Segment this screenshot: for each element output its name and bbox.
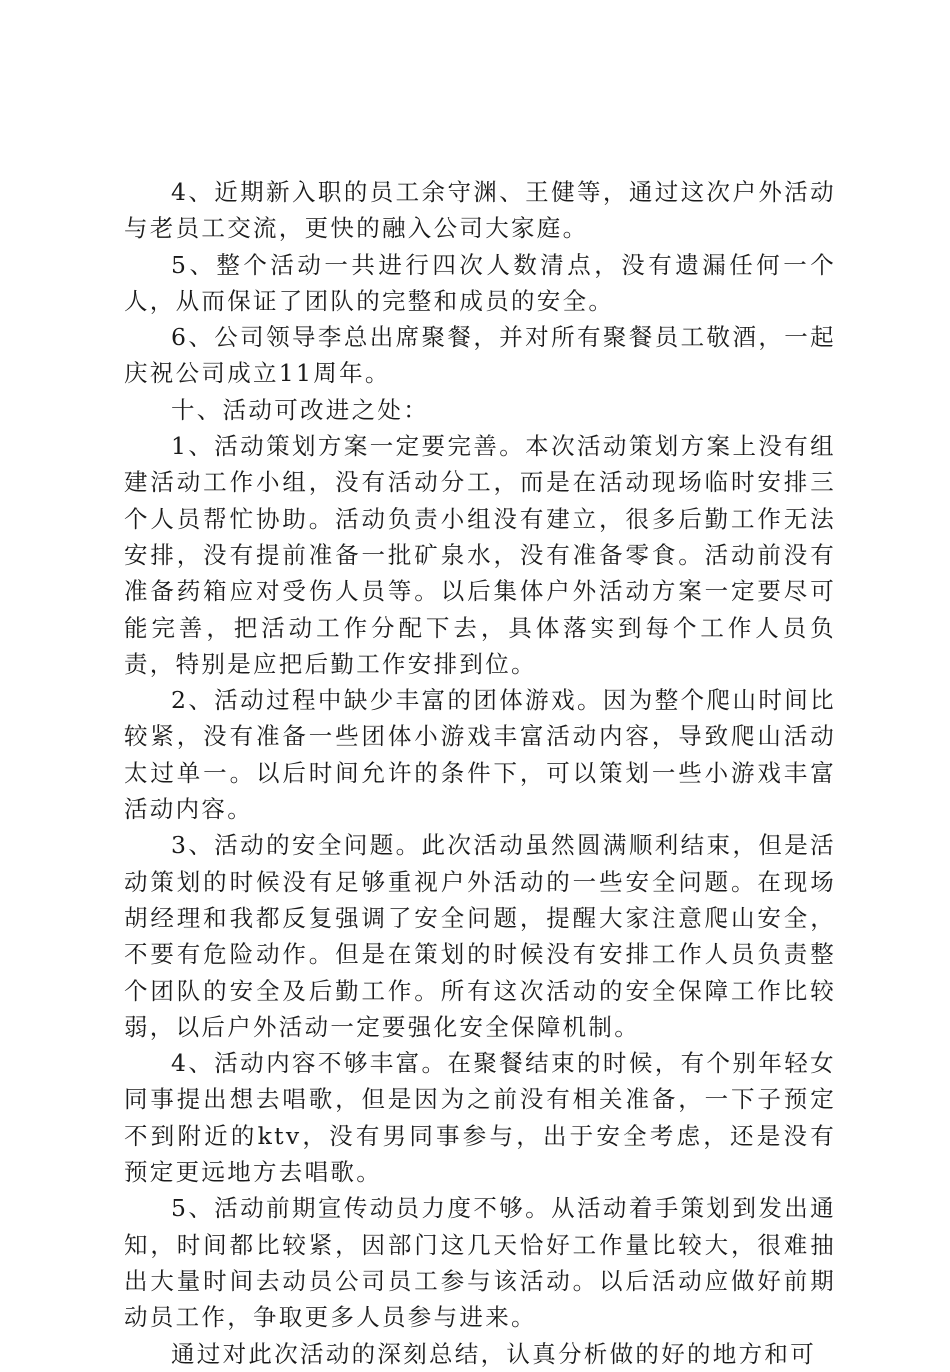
paragraph-leader-dinner: 6、公司领导李总出席聚餐，并对所有聚餐员工敬酒，一起庆祝公司成立11周年。 xyxy=(124,323,836,388)
paragraph-headcount: 5、整个活动一共进行四次人数清点，没有遗漏任何一个人，从而保证了团队的完整和成员的安全。 xyxy=(124,250,836,315)
paragraph-new-staff: 4、近期新入职的员工余守渊、王健等，通过这次户外活动与老员工交流，更快的融入公司大家庭。 xyxy=(124,178,836,243)
document-body xyxy=(124,174,836,1372)
paragraph-improvement-plan: 1、活动策划方案一定要完善。本次活动策划方案上没有组建活动工作小组，没有活动分工，而是在活动现场临时安排三个人员帮忙协助。活动负责小组没有建立，很多后勤工作无法安排，没有提前准备一批矿泉水，没有准备零食。活动前没有准备药箱应对受伤人员等。以后集体户外活动方案一定要尽可能完善，把活动工作分配下去，具体落实到每个工作人员负责，特别是应把后勤工作安排到位。 xyxy=(124,432,836,678)
paragraph-improvement-safety: 3、活动的安全问题。此次活动虽然圆满顺利结束，但是活动策划的时候没有足够重视户外活动的一些安全问题。在现场胡经理和我都反复强调了安全问题，提醒大家注意爬山安全，不要有危险动作。但是在策划的时候没有安排工作人员负责整个团队的安全及后勤工作。所有这次活动的安全保障工作比较弱，以后户外活动一定要强化安全保障机制。 xyxy=(124,831,836,1041)
paragraph-conclusion: 通过对此次活动的深刻总结，认真分析做的好的地方和可 xyxy=(171,1339,816,1368)
paragraph-improvement-games: 2、活动过程中缺少丰富的团体游戏。因为整个爬山时间比较紧，没有准备一些团体小游戏丰富活动内容，导致爬山活动太过单一。以后时间允许的条件下，可以策划一些小游戏丰富活动内容。 xyxy=(124,686,836,824)
paragraph-improvement-content: 4、活动内容不够丰富。在聚餐结束的时候，有个别年轻女同事提出想去唱歌，但是因为之前没有相关准备，一下子预定不到附近的ktv，没有男同事参与，出于安全考虑，还是没有预定更远地方去唱歌。 xyxy=(124,1049,836,1187)
paragraph-improvement-publicity: 5、活动前期宣传动员力度不够。从活动着手策划到发出通知，时间都比较紧，因部门这几天恰好工作量比较大，很难抽出大量时间去动员公司员工参与该活动。以后活动应做好前期动员工作，争取更多人员参与进来。 xyxy=(124,1194,836,1332)
section-heading-improvements: 十、活动可改进之处： xyxy=(171,395,429,424)
